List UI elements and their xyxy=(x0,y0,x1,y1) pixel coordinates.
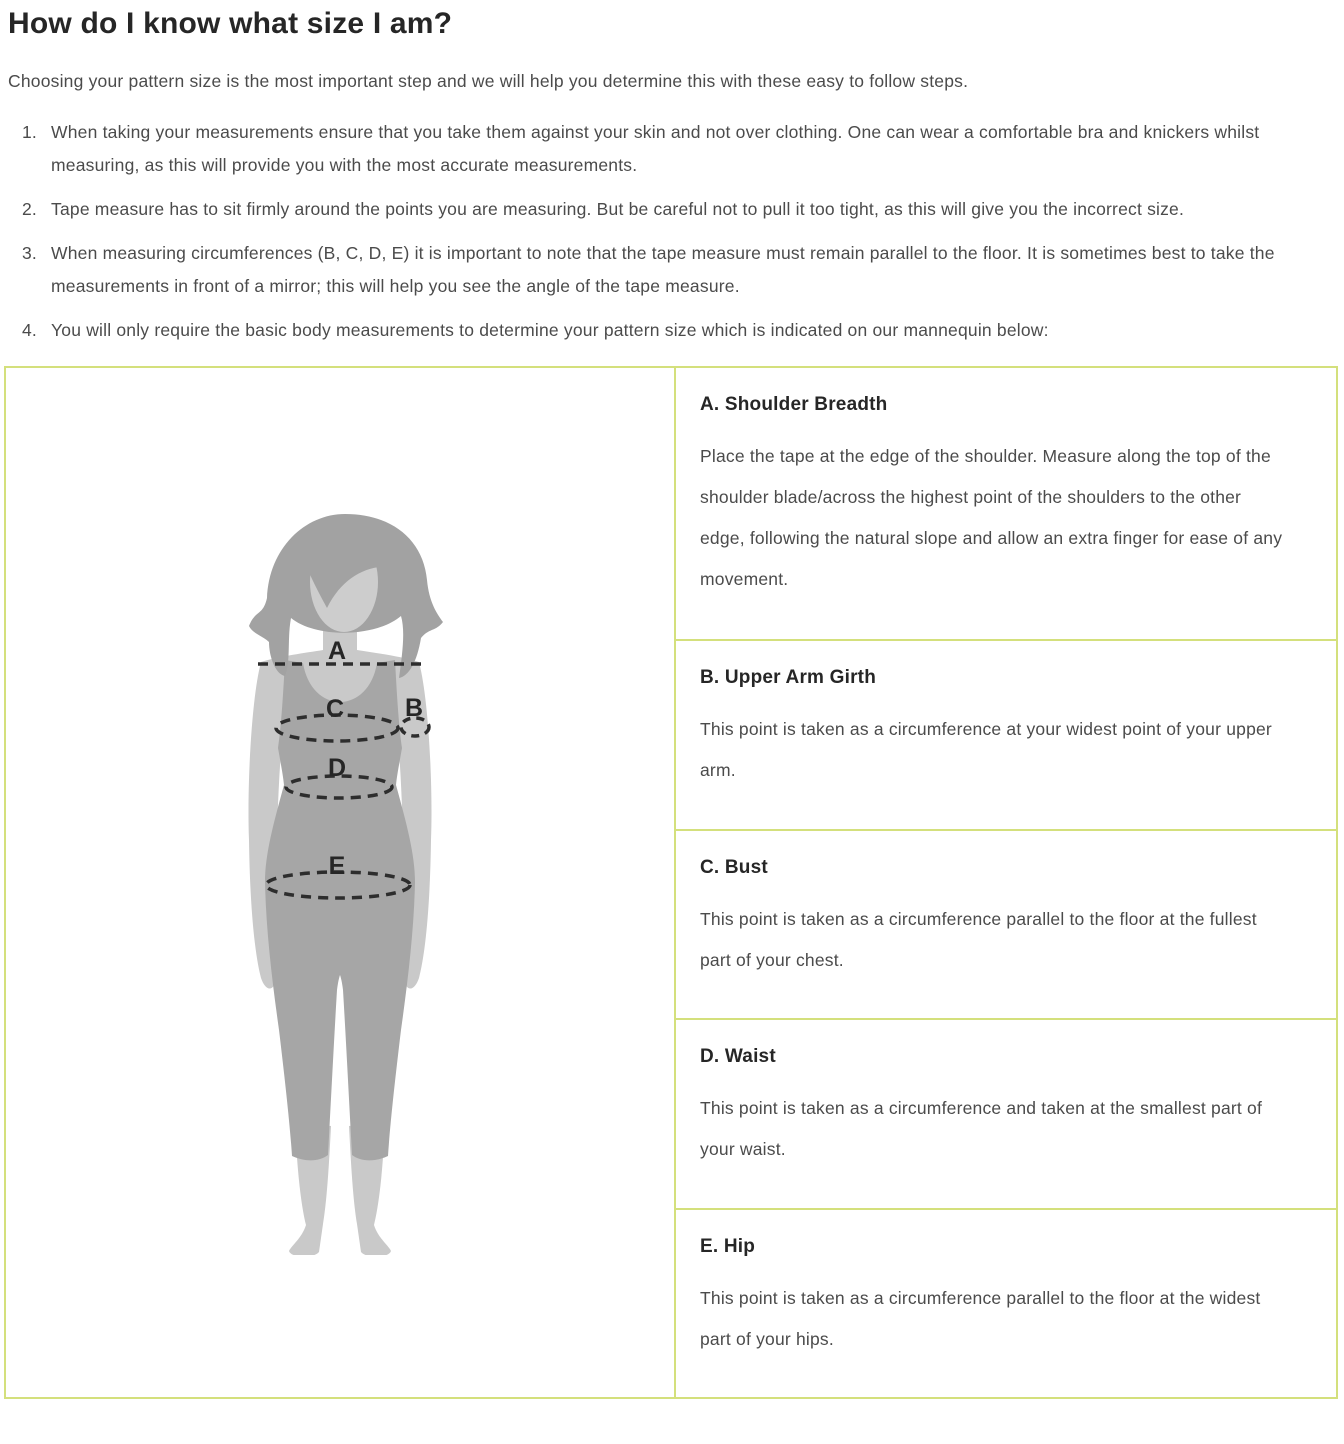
measure-body: This point is taken as a circumference and taken at the smallest part of your waist. xyxy=(700,1098,1263,1159)
step-item-1 xyxy=(6,116,1326,182)
measure-body: This point is taken as a circumference parallel to the floor at the widest part of your hips. xyxy=(700,1288,1261,1349)
measure-body: This point is taken as a circumference at your widest point of your upper arm. xyxy=(700,719,1272,780)
mannequin-cell xyxy=(6,368,674,1397)
table-row-waist xyxy=(674,1018,1336,1208)
mannequin-diagram xyxy=(225,510,455,1255)
step-number: 4. xyxy=(22,320,37,340)
measure-body: Place the tape at the edge of the shoulder. Measure along the top of the shoulder blade/across the highest point of the shoulders to the other edge, following the natural slope and allow an extra finger for ease of any movement. xyxy=(700,446,1283,589)
measure-title: E. Hip xyxy=(700,1236,756,1257)
step-text: When taking your measurements ensure that you take them against your skin and not over clothing. One can wear a comfortable bra and knickers whilst measuring, as this will provide you with the most accurate measurements. xyxy=(51,122,1260,175)
step-number: 2. xyxy=(22,199,37,219)
table-row-shoulder-breadth xyxy=(674,368,1336,639)
measure-title: B. Upper Arm Girth xyxy=(700,667,877,688)
measure-title: A. Shoulder Breadth xyxy=(700,394,888,415)
table-row-hip xyxy=(674,1208,1336,1397)
measure-title: C. Bust xyxy=(700,857,768,878)
measure-label-c: C xyxy=(325,695,345,723)
measure-body: This point is taken as a circumference parallel to the floor at the fullest part of your chest. xyxy=(700,909,1257,970)
step-item-3 xyxy=(6,237,1326,303)
measure-title: D. Waist xyxy=(700,1046,776,1067)
table-row-bust xyxy=(674,829,1336,1018)
step-text: Tape measure has to sit firmly around the points you are measuring. But be careful not to pull it too tight, as this will give you the incorrect size. xyxy=(51,199,1185,219)
steps-list xyxy=(6,116,1326,347)
step-text: When measuring circumferences (B, C, D, E) it is important to note that the tape measure must remain parallel to the floor. It is sometimes best to take the measurements in front of a mirror; this will help you see the angle of the tape measure. xyxy=(51,243,1275,296)
measure-label-d: D xyxy=(327,754,347,782)
step-number: 1. xyxy=(22,122,37,142)
step-item-4 xyxy=(6,314,1326,347)
step-number: 3. xyxy=(22,243,37,263)
step-text: You will only require the basic body measurements to determine your pattern size which is indicated on our mannequin below: xyxy=(51,320,1049,340)
measure-label-e: E xyxy=(328,852,346,880)
measure-label-a: A xyxy=(327,637,347,665)
table-row-upper-arm-girth xyxy=(674,639,1336,829)
measure-label-b: B xyxy=(404,694,424,722)
step-item-2 xyxy=(6,193,1326,226)
intro-paragraph: Choosing your pattern size is the most important step and we will help you determine this with these easy to follow steps. xyxy=(8,71,969,91)
page-title: How do I know what size I am? xyxy=(8,7,453,40)
size-guide-table xyxy=(4,366,1338,1399)
